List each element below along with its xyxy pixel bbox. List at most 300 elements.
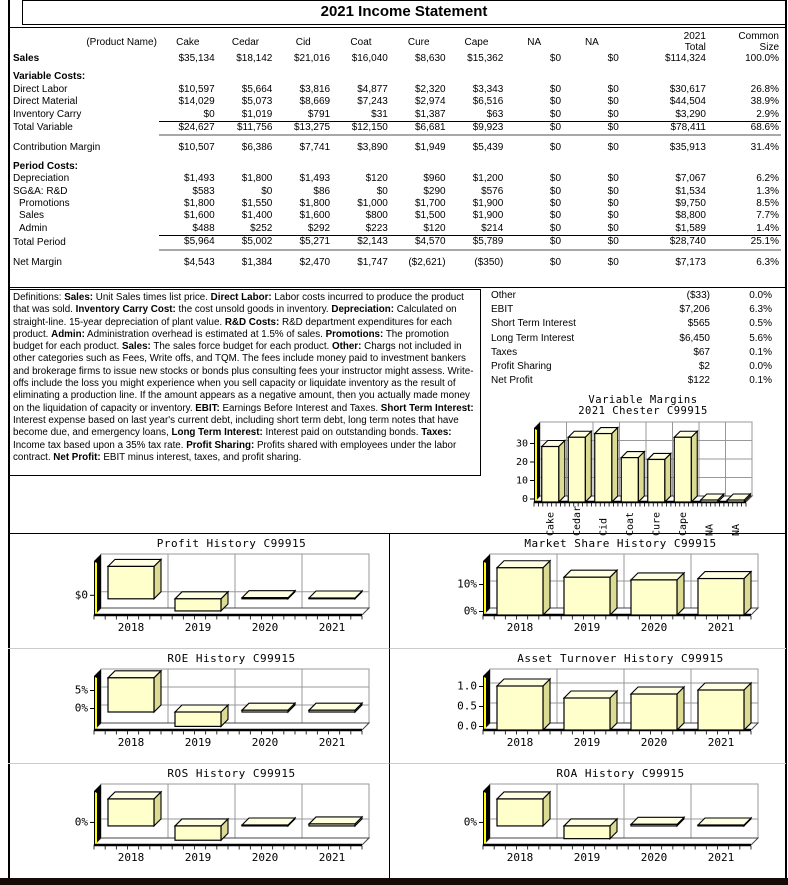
cell-value: $0: [607, 256, 619, 268]
svg-text:2020: 2020: [251, 735, 278, 749]
corner-label: (Product Name): [86, 36, 157, 48]
cell-value: ($350): [474, 256, 504, 268]
cell-total: $30,617: [669, 83, 706, 95]
table-row: [11, 122, 781, 136]
definition-segment: R&D Costs:: [224, 316, 280, 328]
cell-value: $0: [607, 108, 619, 120]
definitions-box: [8, 289, 481, 476]
definition-segment: Taxes:: [421, 427, 452, 439]
row-label: Inventory Carry: [13, 108, 82, 120]
definition-segment: The promotion budget for each product.: [13, 328, 449, 353]
definition-segment: Promotions:: [325, 328, 384, 340]
cell-value: $0: [549, 185, 562, 197]
svg-text:2019: 2019: [573, 735, 601, 749]
cell-common-size: 6.3%: [756, 256, 779, 268]
summary-row: [491, 346, 786, 360]
cell-value: $0: [607, 53, 619, 64]
cell-value: $0: [203, 108, 215, 120]
svg-text:2018: 2018: [506, 850, 534, 864]
cell-value: $0: [549, 108, 562, 120]
cell-value: $1,387: [414, 108, 446, 120]
table-row: [11, 198, 781, 210]
svg-text:Variable Margins: Variable Margins: [587, 394, 698, 407]
cell-value: $2,320: [414, 83, 446, 95]
cell-value: $0: [607, 222, 619, 234]
definition-segment: Earnings Before Interest and Taxes.: [219, 402, 381, 414]
definition-segment: R&D department expenditures for each product.: [13, 316, 452, 340]
svg-text:Cape: Cape: [677, 512, 689, 537]
cell-value: $0: [549, 142, 562, 154]
svg-text:ROS History C99915: ROS History C99915: [166, 766, 296, 780]
svg-text:2019: 2019: [184, 850, 211, 864]
cell-value: $0: [563, 122, 621, 136]
cell-value: $0: [549, 256, 562, 268]
market-share-history-chart: [398, 534, 778, 649]
table-row: [11, 257, 781, 269]
summary-value: $6,450: [679, 332, 710, 344]
definition-segment: Profits shared with employees under the labor contract.: [13, 439, 457, 463]
history-charts-grid: [8, 533, 786, 879]
summary-row: [491, 289, 786, 303]
cell-value: $0: [607, 96, 619, 108]
row-label: Admin: [19, 223, 48, 235]
cell-value: $3,343: [472, 83, 504, 95]
product-column-header: NA: [527, 36, 542, 48]
definition-segment: Sales:: [64, 292, 94, 303]
cell-value: $8,669: [299, 96, 331, 108]
table-row: [11, 210, 781, 222]
summary-row: [491, 374, 786, 388]
summary-percent: 0.0%: [749, 361, 772, 373]
cell-value: $6,681: [390, 122, 448, 136]
cell-value: $5,271: [274, 236, 332, 250]
cell-value: ($2,621): [408, 256, 446, 268]
definition-segment: Unit Sales times list price.: [93, 292, 211, 303]
cell-common-size: 25.1%: [708, 236, 781, 250]
product-column-header: Cape: [464, 36, 489, 48]
svg-text:Profit History C99915: Profit History C99915: [156, 536, 306, 550]
cell-value: $15,362: [467, 53, 504, 64]
cell-total: $28,740: [621, 236, 708, 250]
cell-value: $7,741: [299, 142, 331, 154]
row-label: SG&A: R&D: [13, 185, 68, 197]
cell-value: $5,789: [448, 236, 506, 250]
cell-value: $4,570: [390, 236, 448, 250]
svg-text:Cake: Cake: [544, 512, 556, 537]
definition-segment: Definitions:: [13, 292, 65, 303]
svg-text:20: 20: [515, 457, 528, 469]
cell-value: $1,400: [241, 210, 273, 222]
svg-text:2019: 2019: [184, 620, 211, 634]
cell-value: $8,630: [414, 53, 446, 64]
row-label: Direct Labor: [13, 83, 68, 95]
definition-segment: Sales:: [121, 341, 151, 353]
cell-value: $5,964: [159, 236, 217, 250]
svg-text:2021 Chester C99915: 2021 Chester C99915: [577, 405, 708, 418]
cell-value: $4,877: [357, 83, 388, 95]
product-column-header: Cure: [407, 36, 430, 48]
cell-value: $18,142: [236, 53, 273, 64]
summary-label: Long Term Interest: [491, 332, 575, 344]
definition-segment: Depreciation:: [331, 304, 394, 316]
svg-text:Cid: Cid: [597, 518, 609, 537]
cell-value: $576: [481, 185, 504, 197]
definition-segment: Interest expense based on last year's current debt, including short term debt, long term notes that have become due, and emergency loans,: [13, 414, 459, 439]
cell-common-size: 2.9%: [756, 108, 779, 120]
definition-segment: Calculated on straight-line. 15-year depreciation of plant value.: [13, 304, 457, 328]
svg-text:Cure: Cure: [650, 512, 662, 537]
cell-value: $0: [549, 198, 562, 210]
table-row: [11, 96, 781, 108]
income-table: [11, 31, 781, 269]
svg-text:2019: 2019: [573, 850, 601, 864]
cell-common-size: 26.8%: [750, 83, 779, 95]
product-column-header: NA: [584, 36, 599, 48]
cell-value: $1,900: [472, 210, 504, 222]
cell-common-size: 6.2%: [756, 173, 779, 185]
cell-value: $0: [549, 96, 562, 108]
cell-value: $3,890: [357, 142, 388, 154]
cell-value: $1,493: [184, 173, 215, 185]
cell-value: $35,134: [178, 53, 215, 64]
total-column-header: 2021 Total: [683, 31, 706, 53]
cell-value: $0: [549, 173, 562, 185]
svg-text:0.5: 0.5: [457, 699, 477, 712]
cell-value: $6,516: [472, 96, 504, 108]
cell-value: $1,949: [414, 142, 446, 154]
definition-segment: Interest paid on outstanding bonds.: [262, 427, 422, 439]
svg-text:2021: 2021: [318, 735, 345, 749]
summary-row: [491, 360, 786, 374]
cell-common-size: 38.9%: [750, 96, 779, 108]
table-row: [11, 142, 781, 154]
product-column-header: Coat: [350, 36, 372, 48]
variable-margins-chart: [494, 392, 784, 543]
table-row: [11, 223, 781, 236]
cell-value: $24,627: [159, 122, 217, 136]
definition-segment: the cost unsold goods in inventory.: [175, 304, 332, 316]
totals-column: [481, 289, 786, 543]
cell-common-size: 1.3%: [756, 185, 779, 197]
svg-text:$0: $0: [74, 587, 88, 601]
svg-text:2021: 2021: [318, 620, 345, 634]
summary-percent: 0.1%: [749, 346, 772, 358]
summary-row: [491, 332, 786, 346]
svg-text:ROA History C99915: ROA History C99915: [556, 766, 685, 780]
cell-value: $5,664: [241, 83, 273, 95]
svg-text:Asset Turnover History C99915: Asset Turnover History C99915: [517, 651, 724, 665]
cell-value: $0: [607, 210, 619, 222]
cell-value: $120: [423, 222, 446, 234]
svg-text:0%: 0%: [74, 814, 88, 828]
table-row: [11, 84, 781, 96]
ros-history-chart: [9, 764, 389, 879]
cell-value: $86: [313, 185, 331, 197]
market-share-history-panel: [390, 534, 786, 649]
cell-total: $35,913: [669, 142, 706, 154]
svg-text:2021: 2021: [318, 850, 345, 864]
svg-text:ROE History C99915: ROE History C99915: [166, 651, 296, 665]
table-row: [11, 109, 781, 122]
definition-segment: EBIT minus interest, taxes, and profit sharing.: [100, 451, 302, 463]
definition-segment: Labor costs incurred to produce the product that was sold.: [13, 292, 464, 316]
roa-history-panel: [390, 764, 786, 879]
cell-value: $6,386: [241, 142, 273, 154]
cell-value: $223: [365, 222, 388, 234]
row-label: Total Variable: [13, 122, 73, 134]
cell-value: $0: [607, 142, 619, 154]
svg-text:2020: 2020: [251, 850, 278, 864]
svg-text:2018: 2018: [117, 735, 144, 749]
product-column-header: Cake: [176, 36, 200, 48]
roe-history-chart: [9, 649, 389, 764]
cell-value: $1,000: [357, 198, 388, 210]
cell-value: $0: [607, 173, 619, 185]
row-label: Total Period: [13, 236, 66, 248]
cell-value: $488: [192, 222, 215, 234]
cell-value: $0: [563, 236, 621, 250]
summary-label: Other: [491, 290, 517, 301]
svg-text:2021: 2021: [707, 850, 735, 864]
cell-value: $1,747: [357, 256, 388, 268]
cell-value: $4,543: [184, 256, 215, 268]
summary-value: $2: [698, 361, 710, 373]
svg-text:2018: 2018: [506, 735, 534, 749]
cell-total: $3,290: [675, 108, 706, 120]
cell-total: $7,067: [675, 173, 706, 185]
cell-value: $7,243: [357, 96, 388, 108]
cell-common-size: 1.4%: [756, 222, 779, 234]
cell-value: $2,470: [299, 256, 331, 268]
summary-row: [491, 317, 786, 331]
cell-common-size: 68.6%: [708, 122, 781, 136]
svg-text:2018: 2018: [117, 850, 144, 864]
svg-text:2019: 2019: [184, 735, 211, 749]
svg-text:1.0: 1.0: [457, 679, 477, 692]
product-column-header: Cid: [295, 36, 311, 48]
cell-value: $21,016: [293, 53, 331, 64]
cell-value: $0: [376, 185, 388, 197]
summary-percent: 6.3%: [749, 304, 772, 316]
summary-row: [491, 303, 786, 317]
cell-value: $5,002: [217, 236, 275, 250]
definition-segment: Administration overhead is estimated at 1.5% of sales.: [84, 328, 326, 340]
cell-value: $292: [307, 222, 331, 234]
definition-segment: Net Profit:: [53, 451, 101, 463]
income-statement-box: [8, 27, 786, 288]
cell-value: $960: [423, 173, 446, 185]
row-label: Promotions: [19, 198, 70, 210]
product-column-header: Cedar: [231, 36, 260, 48]
summary-percent: 0.0%: [749, 290, 772, 301]
summary-percent: 0.1%: [749, 375, 772, 387]
summary-label: Profit Sharing: [491, 361, 552, 373]
cell-value: $1,384: [241, 256, 273, 268]
definition-segment: Inventory Carry Cost:: [75, 304, 176, 316]
cell-value: $2,143: [332, 236, 390, 250]
svg-text:2021: 2021: [707, 620, 735, 634]
cell-value: $11,756: [217, 122, 275, 136]
cell-total: $8,800: [675, 210, 706, 222]
table-row: [11, 173, 781, 185]
page-title: 2021 Income Statement: [320, 2, 488, 20]
cell-value: $1,600: [184, 210, 215, 222]
svg-text:0%: 0%: [463, 814, 477, 828]
cell-value: $1,800: [299, 198, 331, 210]
summary-percent: 5.6%: [749, 332, 772, 344]
cell-value: $252: [250, 222, 273, 234]
cell-value: $0: [549, 53, 562, 64]
svg-text:0%: 0%: [463, 604, 477, 617]
cell-value: $1,800: [241, 173, 273, 185]
cell-value: $1,550: [241, 198, 273, 210]
cell-total: $7,173: [675, 256, 706, 268]
table-row: [11, 53, 781, 65]
cell-value: $1,600: [299, 210, 331, 222]
cell-total: $114,324: [664, 53, 706, 64]
svg-text:0.0: 0.0: [457, 719, 477, 732]
profit-history-chart: [9, 534, 389, 649]
svg-text:10: 10: [515, 475, 528, 487]
cell-value: $1,500: [414, 210, 446, 222]
svg-text:2020: 2020: [640, 735, 668, 749]
cell-total: $1,534: [675, 185, 706, 197]
summary-value: $122: [687, 375, 710, 387]
cell-value: $0: [505, 122, 563, 136]
row-label: Sales: [13, 53, 40, 64]
svg-text:NA: NA: [703, 524, 715, 537]
svg-text:10%: 10%: [457, 577, 477, 590]
income-statement-table: [11, 31, 781, 269]
definition-segment: Short Term Interest:: [380, 402, 474, 414]
cell-value: $31: [371, 108, 388, 120]
summary-value: ($33): [686, 290, 710, 301]
svg-text:Coat: Coat: [624, 512, 636, 537]
svg-text:5%: 5%: [74, 683, 88, 696]
svg-text:NA: NA: [730, 524, 742, 537]
cell-common-size: 31.4%: [750, 142, 779, 154]
svg-text:2018: 2018: [506, 620, 534, 634]
cell-value: $800: [365, 210, 388, 222]
summary-label: EBIT: [491, 304, 514, 316]
definition-segment: Admin:: [51, 328, 85, 340]
svg-text:2021: 2021: [707, 735, 735, 749]
cell-value: $63: [486, 108, 504, 120]
cell-value: $0: [549, 83, 562, 95]
summary-label: Taxes: [491, 346, 518, 358]
cell-value: $9,923: [448, 122, 506, 136]
summary-value: $565: [687, 318, 710, 330]
definition-segment: Income tax based upon a 35% tax rate.: [13, 439, 187, 451]
svg-text:2019: 2019: [573, 620, 601, 634]
cell-value: $3,816: [299, 83, 331, 95]
summary-value: $67: [693, 346, 710, 358]
cell-value: $290: [423, 185, 446, 197]
report-title-box: [22, 0, 786, 25]
section-label: Variable Costs:: [13, 71, 86, 83]
summary-label: Short Term Interest: [491, 318, 576, 330]
cell-value: $1,900: [472, 198, 504, 210]
cell-value: $791: [307, 108, 331, 120]
ros-history-panel: [8, 764, 390, 879]
svg-text:30: 30: [515, 438, 528, 450]
cell-common-size: 7.7%: [756, 210, 779, 222]
asset-turnover-history-chart: [398, 649, 778, 764]
cell-value: $120: [365, 173, 388, 185]
cell-value: $214: [481, 222, 504, 234]
cell-total: $78,411: [621, 122, 708, 136]
cell-value: $0: [261, 185, 273, 197]
cell-value: $5,073: [241, 96, 273, 108]
row-label: Direct Material: [13, 96, 78, 108]
cell-value: $0: [549, 210, 562, 222]
row-label: Depreciation: [13, 173, 70, 185]
cell-value: $583: [192, 185, 215, 197]
roa-history-chart: [398, 764, 778, 879]
row-label: Sales: [19, 210, 45, 222]
summary-value: $7,206: [679, 304, 710, 316]
cell-total: $9,750: [675, 198, 706, 210]
cell-value: $16,040: [351, 53, 388, 64]
row-label: Contribution Margin: [13, 142, 101, 154]
svg-text:2020: 2020: [640, 620, 668, 634]
svg-text:Market Share History C99915: Market Share History C99915: [524, 536, 717, 550]
cell-value: $0: [505, 236, 563, 250]
profit-history-panel: [8, 534, 390, 649]
svg-text:0%: 0%: [74, 701, 88, 714]
svg-text:0: 0: [521, 494, 528, 506]
definition-segment: Direct Labor:: [210, 292, 272, 303]
asset-turnover-history-panel: [390, 649, 786, 764]
cell-value: $10,507: [178, 142, 215, 154]
cell-value: $2,974: [414, 96, 446, 108]
cell-value: $1,700: [414, 198, 446, 210]
definition-segment: The sales force budget for each product.: [150, 341, 332, 353]
table-row: [11, 186, 781, 198]
cell-value: $10,597: [178, 83, 215, 95]
cell-value: $12,150: [332, 122, 390, 136]
section-label: Period Costs:: [13, 160, 79, 172]
svg-text:Cedar: Cedar: [571, 506, 583, 537]
cell-value: $14,029: [178, 96, 215, 108]
cell-common-size: 8.5%: [756, 198, 779, 210]
definition-segment: EBIT:: [195, 402, 220, 414]
summary-percent: 0.5%: [749, 318, 772, 330]
summary-list: [491, 289, 786, 388]
cell-total: $44,504: [669, 96, 706, 108]
cell-value: $13,275: [274, 122, 332, 136]
page-bottom-bar: [0, 878, 788, 885]
common-size-column-header: Common Size: [738, 31, 779, 53]
definition-segment: Other:: [331, 341, 362, 353]
cell-common-size: 100.0%: [745, 53, 779, 64]
cell-value: $0: [607, 185, 619, 197]
cell-value: $0: [607, 83, 619, 95]
roe-history-panel: [8, 649, 390, 764]
definition-segment: Chargs not included in other categories such as Fees, Write offs, and TQM. The fees include money paid to investment bankers and brokerage firms to issue new stocks or bonds plus consulting fees your instructor might assess. Write-offs include the loss you might experience when you sell capacity or liquidate inventory as the result of eliminating a production line. If the amount appears as a negative amount, then you actually made money on the liquidation of capacity or inventory.: [13, 341, 474, 414]
cell-value: $0: [607, 198, 619, 210]
cell-total: $1,589: [675, 222, 706, 234]
row-label: Net Margin: [13, 256, 62, 268]
mid-section: [8, 289, 786, 537]
cell-value: $1,493: [299, 173, 331, 185]
definition-segment: Long Term Interest:: [171, 427, 263, 439]
table-row: [11, 236, 781, 250]
definition-segment: Profit Sharing:: [186, 439, 255, 451]
cell-value: $0: [549, 222, 562, 234]
svg-text:2020: 2020: [640, 850, 668, 864]
svg-text:2018: 2018: [117, 620, 144, 634]
